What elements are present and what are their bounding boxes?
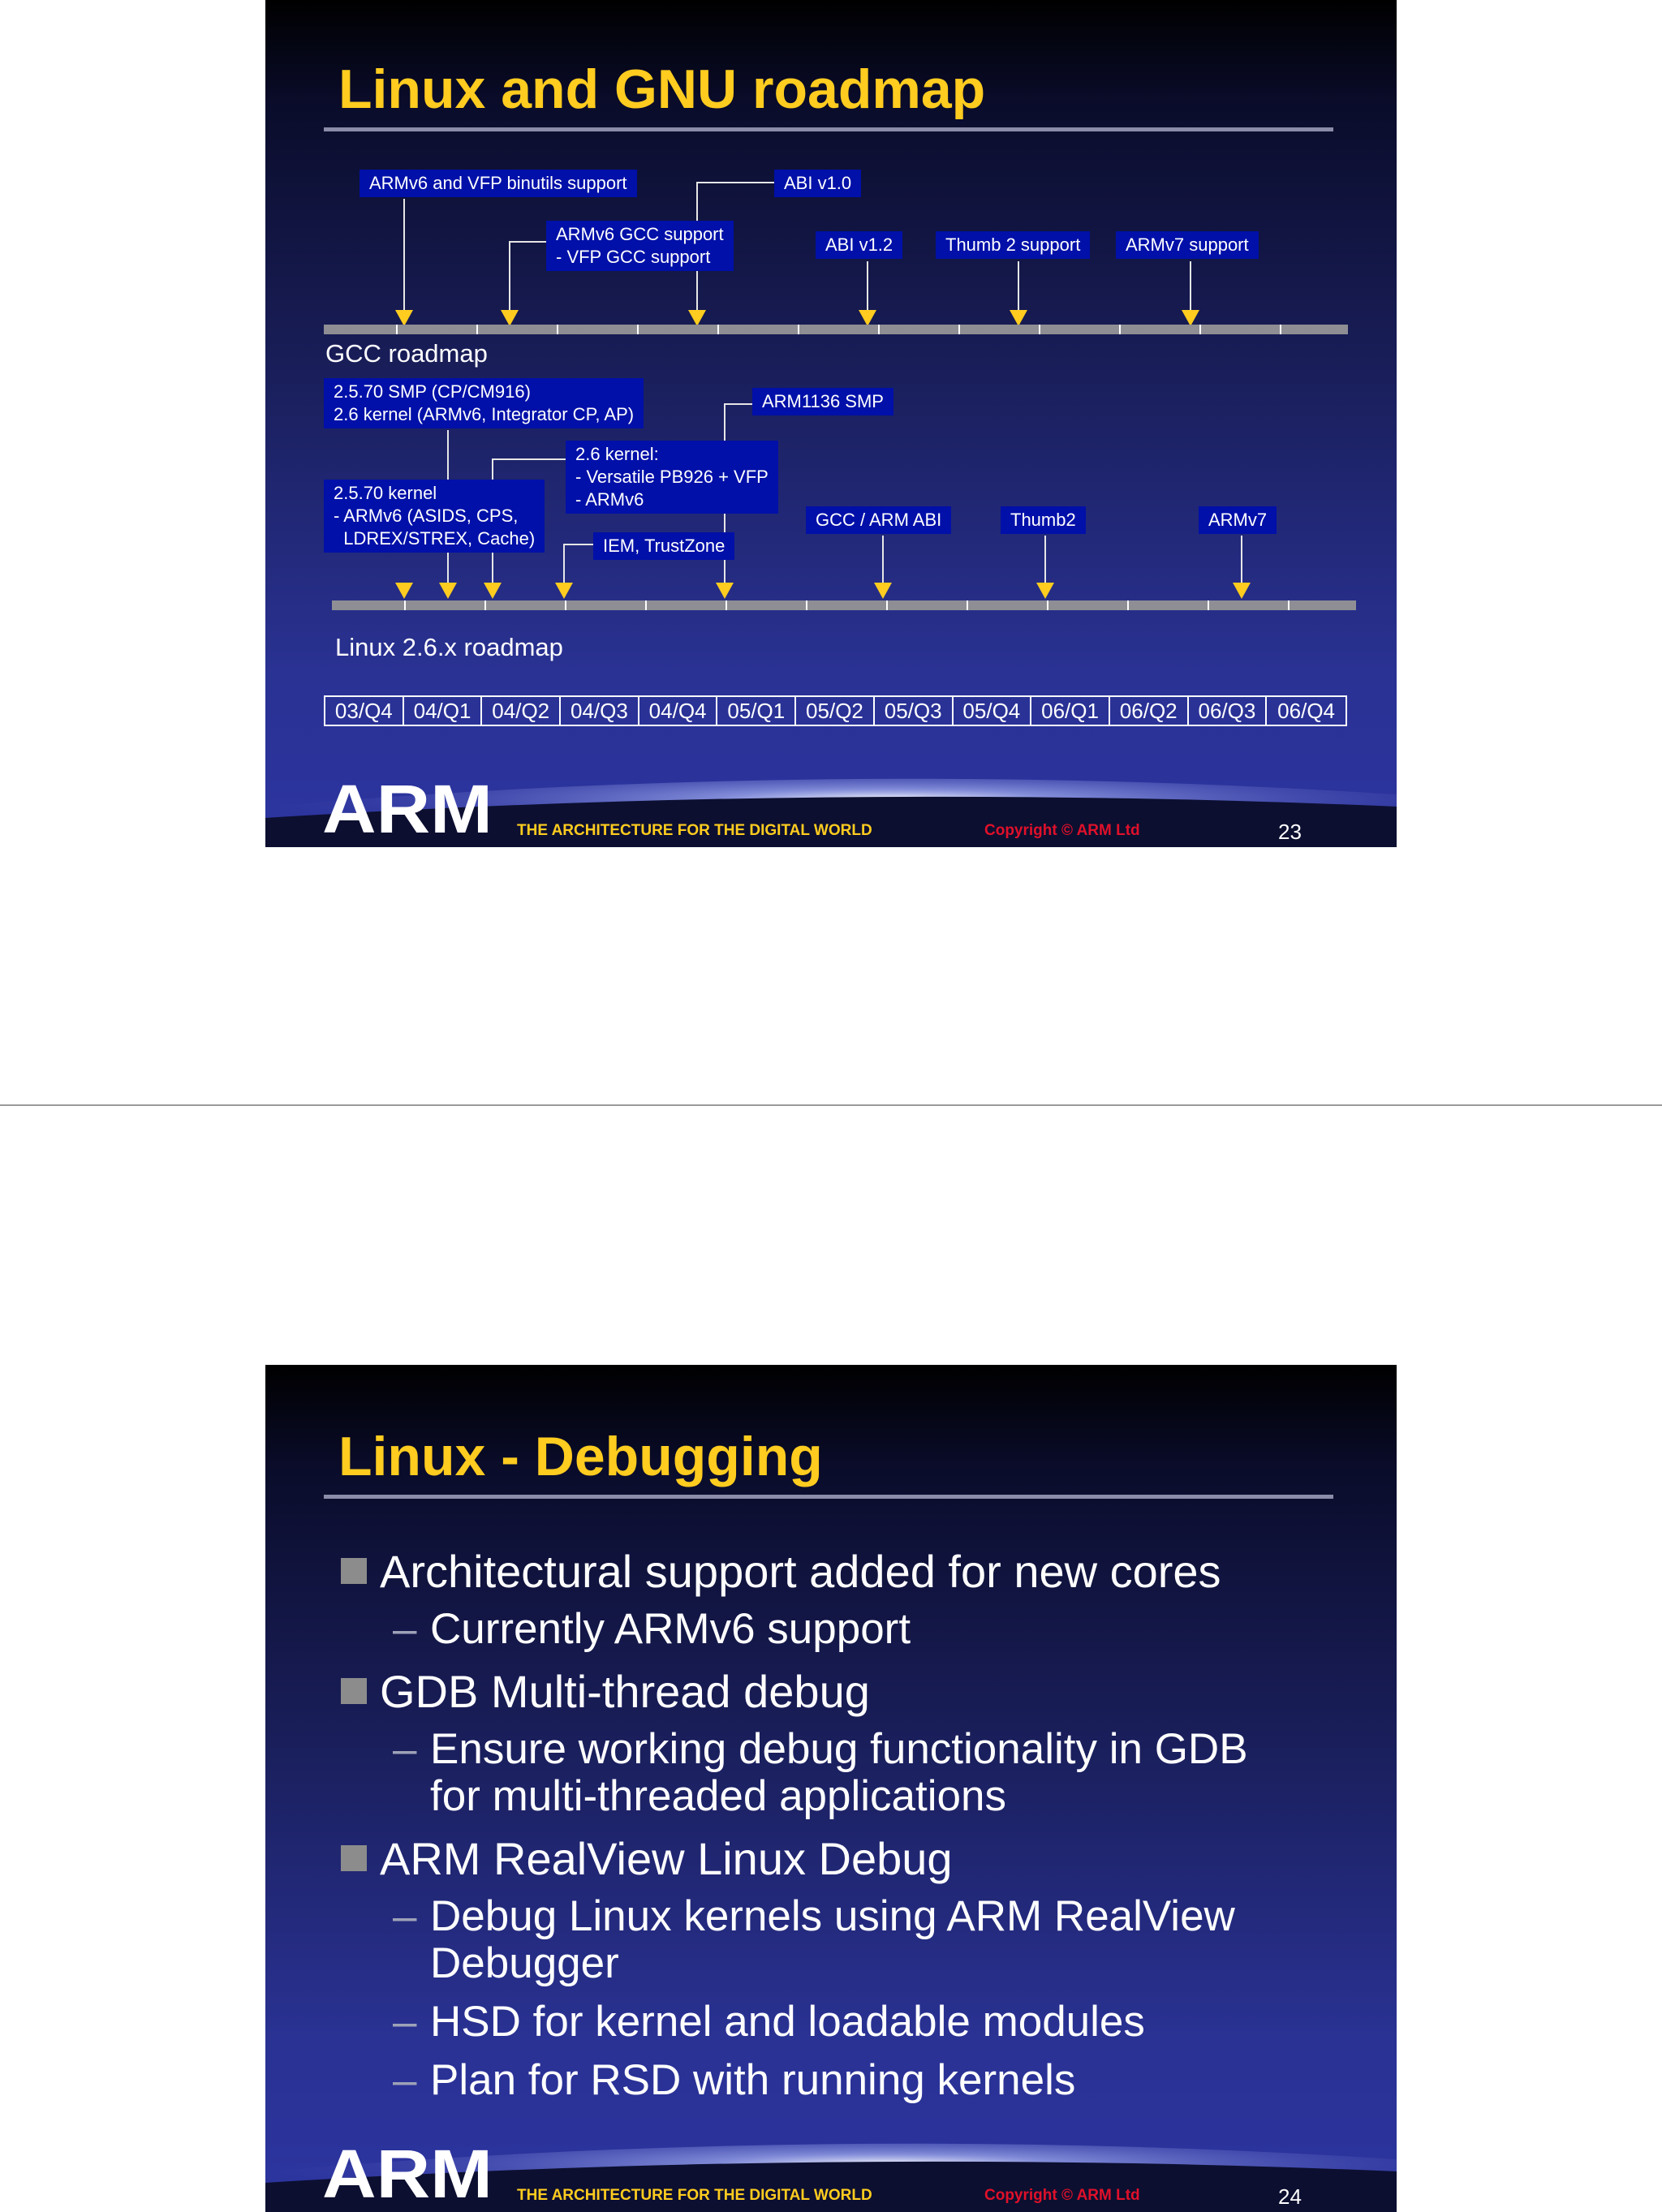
footer-copyright: Copyright © ARM Ltd — [984, 2187, 1140, 2204]
slide-roadmap — [265, 0, 1397, 847]
arm-logo — [322, 2145, 493, 2202]
bullet-text: ARM RealView Linux Debug — [380, 1833, 953, 1884]
sub-bullet-text: HSD for kernel and loadable modules — [430, 1998, 1145, 2046]
sub-bullet-text: Debug Linux kernels using ARM RealView Debugger — [430, 1892, 1235, 1987]
arm-logo — [322, 781, 493, 837]
gcc-item-abi-v1-2: ABI v1.2 — [816, 231, 902, 259]
tick — [967, 600, 968, 610]
arrow-marker — [716, 583, 734, 599]
arrow-marker — [395, 583, 413, 599]
connector — [1190, 261, 1191, 310]
bullet-square-icon — [341, 1558, 367, 1584]
arrow-marker — [1233, 583, 1251, 599]
sub-bullet — [393, 1998, 1323, 2046]
tick — [476, 325, 478, 334]
linux-item-thumb2: Thumb2 — [1001, 506, 1086, 534]
svg-text:ARM: ARM — [322, 781, 493, 837]
tick — [404, 600, 406, 610]
linux-roadmap-label: Linux 2.6.x roadmap — [335, 633, 563, 661]
connector — [1018, 261, 1019, 310]
page-number: 24 — [1278, 2184, 1302, 2209]
page-divider — [0, 1104, 1662, 1106]
gcc-roadmap-label: GCC roadmap — [325, 339, 488, 368]
quarter-cell: 05/Q4 — [954, 697, 1032, 725]
bullet-square-icon — [341, 1845, 367, 1871]
connector — [403, 199, 405, 310]
linux-item-arm1136-smp: ARM1136 SMP — [752, 388, 893, 415]
bullet-item — [341, 1667, 870, 1717]
slide-debugging — [265, 1365, 1397, 2212]
quarter-cell: 04/Q3 — [561, 697, 639, 725]
quarter-cell: 05/Q2 — [796, 697, 875, 725]
tick — [645, 600, 647, 610]
gcc-item-armv7-support: ARMv7 support — [1116, 231, 1259, 259]
linux-item-2-5-70-kernel: 2.5.70 kernel - ARMv6 (ASIDS, CPS, LDREX/STREX, Cache) — [324, 480, 545, 553]
tick — [1280, 325, 1281, 334]
arrow-marker — [859, 310, 876, 326]
gcc-item-thumb2-support: Thumb 2 support — [936, 231, 1090, 259]
tick — [878, 325, 880, 334]
quarter-cell: 04/Q2 — [482, 697, 561, 725]
arrow-marker — [555, 583, 573, 599]
tick — [1208, 600, 1209, 610]
title-rule — [324, 127, 1333, 131]
connector — [509, 241, 510, 310]
connector — [1241, 536, 1242, 584]
bullet-square-icon — [341, 1678, 367, 1704]
tick — [726, 600, 727, 610]
arrow-marker — [439, 583, 457, 599]
tick — [1119, 325, 1121, 334]
tick — [1127, 600, 1129, 610]
tick — [484, 600, 486, 610]
bullet-text: Architectural support added for new cores — [380, 1546, 1221, 1597]
tick — [958, 325, 960, 334]
gcc-item-armv6-gcc-support: ARMv6 GCC support - VFP GCC support — [546, 221, 734, 271]
dash-icon: – — [393, 1605, 417, 1653]
quarter-cell: 05/Q1 — [717, 697, 796, 725]
linux-item-iem-trustzone: IEM, TrustZone — [593, 532, 734, 560]
footer-tagline: THE ARCHITECTURE FOR THE DIGITAL WORLD — [517, 822, 872, 839]
sub-bullet — [393, 1892, 1258, 1987]
slide-title: Linux - Debugging — [338, 1426, 823, 1487]
tick — [557, 325, 558, 334]
dash-icon: – — [393, 1892, 417, 1940]
quarter-cell: 04/Q1 — [404, 697, 483, 725]
sub-bullet — [393, 2056, 1323, 2104]
linux-item-armv7: ARMv7 — [1199, 506, 1277, 534]
tick — [396, 325, 398, 334]
tick — [1288, 600, 1290, 610]
arrow-marker — [395, 310, 413, 326]
footer-copyright: Copyright © ARM Ltd — [984, 822, 1140, 839]
tick — [886, 600, 888, 610]
quarter-cell: 06/Q2 — [1110, 697, 1189, 725]
tick — [717, 325, 719, 334]
tick — [1199, 325, 1201, 334]
connector — [492, 458, 569, 460]
arrow-marker — [874, 583, 892, 599]
arrow-marker — [1010, 310, 1027, 326]
quarter-axis — [324, 695, 1347, 726]
arrow-marker — [1036, 583, 1054, 599]
sub-bullet — [393, 1605, 1323, 1653]
arrow-marker — [688, 310, 706, 326]
connector — [563, 544, 565, 584]
slide-title: Linux and GNU roadmap — [338, 58, 986, 120]
title-rule — [324, 1495, 1333, 1499]
dash-icon: – — [393, 1998, 417, 2046]
arrow-marker — [501, 310, 519, 326]
dash-icon: – — [393, 2056, 417, 2104]
tick — [1039, 325, 1040, 334]
tick — [798, 325, 799, 334]
sub-bullet — [393, 1725, 1290, 1820]
connector — [1044, 536, 1046, 584]
quarter-cell: 03/Q4 — [325, 697, 404, 725]
bullet-item — [341, 1547, 1221, 1597]
linux-item-gcc-arm-abi: GCC / ARM ABI — [806, 506, 951, 534]
connector — [882, 536, 884, 584]
sub-bullet-text: Ensure working debug functionality in GDB for multi-threaded applications — [430, 1725, 1248, 1820]
linux-item-2-6-kernel: 2.6 kernel: - Versatile PB926 + VFP - ARMv6 — [566, 441, 778, 514]
quarter-cell: 06/Q3 — [1189, 697, 1268, 725]
sub-bullet-text: Currently ARMv6 support — [430, 1605, 911, 1653]
arrow-marker — [484, 583, 502, 599]
quarter-cell: 06/Q4 — [1277, 699, 1335, 723]
tick — [806, 600, 807, 610]
tick — [565, 600, 566, 610]
svg-text:ARM: ARM — [322, 2145, 493, 2202]
page-number: 23 — [1278, 820, 1302, 844]
arrow-marker — [1182, 310, 1199, 326]
tick — [637, 325, 639, 334]
quarter-cell: 05/Q3 — [875, 697, 954, 725]
gcc-item-abi-v1-0: ABI v1.0 — [774, 170, 861, 197]
linux-item-2-5-70-smp: 2.5.70 SMP (CP/CM916) 2.6 kernel (ARMv6, Integrator CP, AP) — [324, 378, 644, 428]
gcc-item-armv6-vfp-binutils: ARMv6 and VFP binutils support — [360, 170, 637, 197]
dash-icon: – — [393, 1725, 417, 1773]
bullet-text: GDB Multi-thread debug — [380, 1666, 870, 1717]
quarter-cell: 04/Q4 — [639, 697, 718, 725]
tick — [1047, 600, 1048, 610]
connector — [867, 261, 868, 310]
footer-tagline: THE ARCHITECTURE FOR THE DIGITAL WORLD — [517, 2187, 872, 2204]
sub-bullet-text: Plan for RSD with running kernels — [430, 2056, 1076, 2104]
bullet-item — [341, 1834, 953, 1884]
quarter-cell: 06/Q1 — [1031, 697, 1110, 725]
